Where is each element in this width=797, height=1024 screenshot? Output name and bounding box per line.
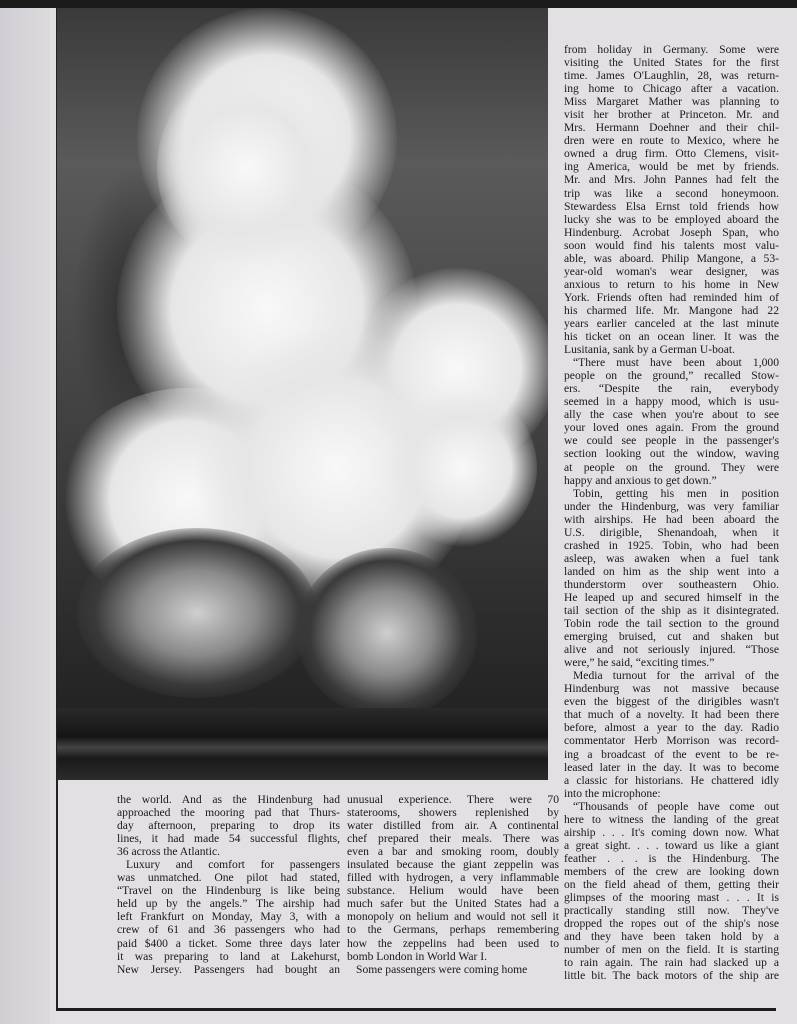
text-line: practically standing still now. They've (564, 904, 779, 918)
text-line: chef prepared their meals. There was (347, 832, 559, 846)
text-line: Hindenburg. Acrobat Joseph Span, who (564, 225, 779, 239)
text-line: leased later in the day. It was to become (564, 760, 779, 774)
text-line: at people on the ground. They were (564, 460, 779, 474)
text-line: here to witness the landing of the great (564, 812, 779, 826)
text-line: and they have been taken hold by a (564, 930, 779, 944)
text-line: glimpses of the mooring mast . . . It is (564, 891, 779, 905)
text-line: commentator Herb Morrison was record- (564, 734, 779, 748)
text-line: were,” he said, “exciting times.” (564, 656, 715, 670)
text-line: to rain again. The rain had slacked up a (564, 956, 779, 970)
text-line: “Travel on the Hindenburg is like being (117, 884, 340, 898)
text-line: even a bar and smoking room, doubly (347, 845, 559, 859)
text-line: dren were en route to Mexico, where he (564, 134, 779, 148)
text-line: Mr. and Mrs. John Pannes had felt the (564, 173, 779, 187)
text-line: years earlier canceled at the last minute (564, 316, 779, 330)
text-line: left Frankfurt on Monday, May 3, with a (117, 910, 340, 924)
text-line: before, almost a year to the day. Radio (564, 721, 779, 735)
text-line: airship . . . It's coming down now. What (564, 825, 779, 839)
text-line: a classic for historians. He chattered idly (564, 773, 779, 787)
text-line: day afternoon, preparing to drop its (117, 819, 340, 833)
text-line: Lusitania, sank by a German U-boat. (564, 343, 735, 357)
text-line: Media turnout for the arrival of the (573, 669, 779, 683)
text-line: water distilled from air. A continental (347, 819, 559, 833)
text-line: alive and not seriously injured. “Those (564, 643, 779, 657)
text-line: a great sight. . . . toward us like a giant (564, 838, 779, 852)
text-line: time. James O'Laughlin, 28, was return- (564, 69, 779, 83)
text-line: paid $400 a ticket. Some three days later (117, 936, 340, 950)
text-line: seemed in a happy mood, which is usu- (564, 395, 779, 409)
text-line: York. Friends often had reminded him of (564, 290, 779, 304)
text-line: Some passengers were coming home (356, 962, 528, 976)
text-line: soon would find his talents most valu- (564, 238, 779, 252)
text-line: Mrs. Hermann Doehner and their chil- (564, 121, 779, 135)
text-line: your loved ones again. From the ground (564, 421, 779, 435)
text-line: his ticket on an ocean liner. It was the (564, 330, 779, 344)
text-line: asleep, was awaken when a fuel tank (564, 551, 779, 565)
text-line: filled with hydrogen, a very inflammable (347, 871, 559, 885)
text-line: into the microphone: (564, 786, 661, 800)
text-line: Stewardess Elsa Ernst told friends how (564, 199, 779, 213)
text-line: his charmed life. Mr. Mangone had 22 (564, 303, 779, 317)
text-line: crashed in 1925. Tobin, who had been (564, 538, 779, 552)
text-line: number of men on the field. It is starting (564, 943, 779, 957)
text-line: approached the mooring pad that Thurs- (117, 806, 340, 820)
article-column-right (564, 43, 779, 982)
text-line: “There must have been about 1,000 (573, 356, 779, 370)
text-line: lines, it had made 54 successful flights, (117, 832, 340, 846)
text-line: monopoly on helium and would not sell it (347, 910, 559, 924)
text-line: we could see people in the passenger's (564, 434, 779, 448)
text-line: ers. “Despite the rain, everybody (564, 382, 779, 396)
text-line: dropped the ropes out of the ship's nose (564, 917, 779, 931)
text-line: that much of a novelty. It had been there (564, 708, 779, 722)
text-line: members of the crew are looking down (564, 864, 779, 878)
text-line: section looking out the window, waving (564, 447, 779, 461)
text-line: with airships. He had been aboard the (564, 512, 779, 526)
text-line: insulated because the giant zeppelin was (347, 858, 559, 872)
page-margin (0, 8, 50, 1024)
text-line: unusual experience. There were 70 (347, 793, 559, 806)
text-line: landed on him as the ship went into a (564, 564, 779, 578)
text-line: under the Hindenburg, was very familiar (564, 499, 779, 513)
text-line: substance. Helium would have been (347, 884, 559, 898)
text-line: from holiday in Germany. Some were (564, 43, 779, 56)
text-line: lucky she was to be employed aboard the (564, 212, 779, 226)
text-line: Tobin rode the tail section to the ground (564, 617, 779, 631)
text-line: Hindenburg was not massive because (564, 682, 779, 696)
text-line: how the zeppelins had been used to (347, 936, 559, 950)
text-line: people on the ground,” recalled Stow- (564, 369, 779, 383)
text-line: held up by the angels.” The airship had (117, 897, 340, 911)
text-line: owned a drug firm. Otto Clemens, visit- (564, 147, 779, 161)
text-line: bomb London in World War I. (347, 949, 488, 963)
text-line: much safer but the United States had a (347, 897, 559, 911)
text-line: emerging bruised, cut and shaken but (564, 630, 779, 644)
text-line: the world. And as the Hindenburg had (117, 793, 340, 806)
text-line: tail section of the ship as it disintegrated. (564, 604, 779, 618)
text-line: feather . . . is the Hindenburg. The (564, 851, 779, 865)
article-column-middle (347, 793, 559, 976)
text-line: ally the case when you're about to see (564, 408, 779, 422)
text-line: crew of 61 and 36 passengers who had (117, 923, 340, 937)
text-line: was unmatched. One pilot had stated, (117, 871, 340, 885)
text-line: to the Germans, perhaps remembering (347, 923, 559, 937)
text-line: on the field ahead of them, getting their (564, 878, 779, 891)
text-line: little bit. The back motors of the ship are (564, 969, 779, 983)
text-line: 36 across the Atlantic. (117, 845, 221, 859)
text-line: it was preparing to land at Lakehurst, (117, 949, 340, 963)
bottom-rule (56, 1008, 776, 1011)
text-line: New Jersey. Passengers had bought an (117, 962, 340, 976)
text-line: even the biggest of the dirigibles wasn't (564, 695, 779, 709)
text-line: thunderstorm over southeastern Ohio. (564, 577, 779, 591)
text-line: ing America, would be met by friends. (564, 160, 779, 174)
text-line: trip was like a second honeymoon. (564, 186, 779, 200)
text-line: ing home to Chicago after a vacation. (564, 82, 779, 96)
text-line: U.S. dirigible, Shenandoah, when it (564, 525, 779, 539)
text-line: visit her brother at Princeton. Mr. and (564, 108, 779, 122)
top-border (0, 0, 797, 8)
text-line: Tobin, getting his men in position (573, 486, 779, 500)
text-line: anxious to return to his home in New (564, 277, 779, 291)
text-line: Miss Margaret Mather was planning to (564, 95, 779, 109)
text-line: “Thousands of people have come out (573, 799, 779, 813)
text-line: visiting the United States for the first (564, 56, 779, 70)
text-line: ing a broadcast of the event to be re- (564, 747, 779, 761)
text-line: able, was aboard. Philip Mangone, a 53- (564, 251, 779, 265)
hindenburg-disaster-photo (57, 8, 548, 780)
text-line: staterooms, showers replenished by (347, 806, 559, 820)
text-line: year-old woman's wear designer, was (564, 264, 779, 278)
text-line: He leaped up and secured himself in the (564, 590, 779, 604)
text-line: happy and anxious to get down.” (564, 473, 717, 487)
text-line: Luxury and comfort for passengers (126, 858, 340, 872)
article-column-left (117, 793, 340, 976)
